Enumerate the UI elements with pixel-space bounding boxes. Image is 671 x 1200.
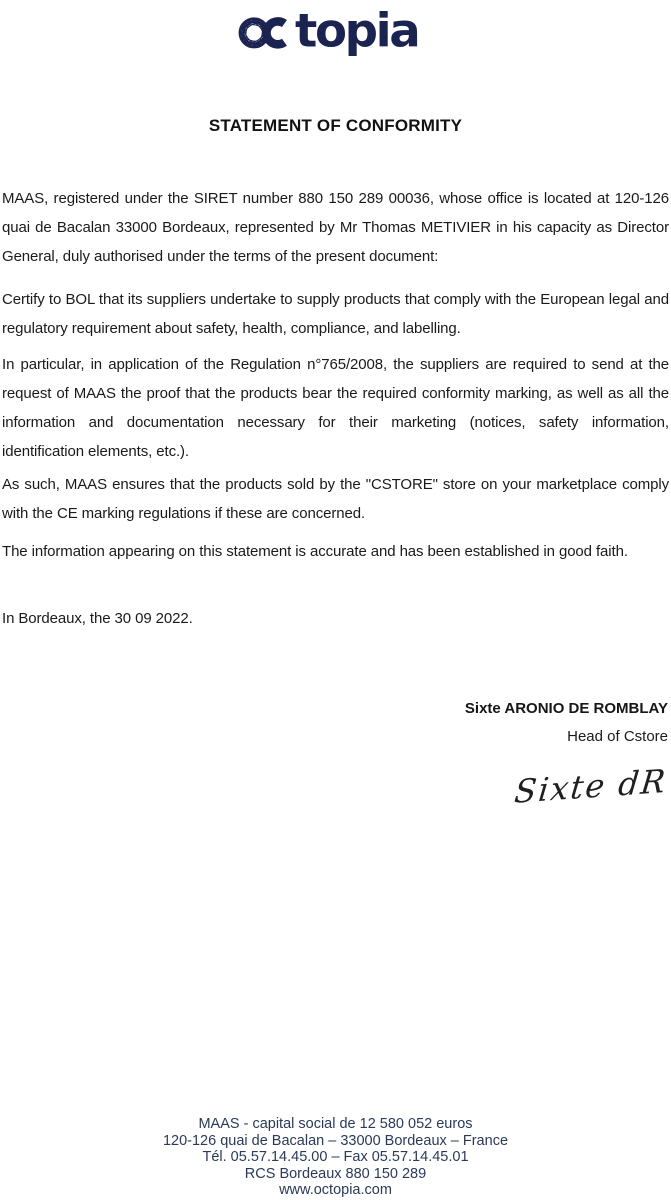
logo-wordmark: topia	[294, 4, 418, 59]
signatory-role: Head of Cstore	[567, 728, 668, 745]
paragraph-regulation: In particular, in application of the Regulation n°765/2008, the suppliers are required to send at the request of MAAS the proof that the products bear the required conformity marking, as well as all the information and documentation necessary for their marketing (notices, safety information, identification elements, etc.).	[2, 356, 669, 460]
logo-c-ring-icon	[266, 21, 284, 44]
date-line: In Bordeaux, the 30 09 2022.	[2, 610, 193, 627]
letterhead-footer	[0, 1116, 671, 1199]
document-title: STATEMENT OF CONFORMITY	[208, 116, 463, 135]
paragraph-company-identification: MAAS, registered under the SIRET number 880 150 289 00036, whose office is located at 120-126 quai de Bacalan 33000 Bordeaux, represented by Mr Thomas METIVIER in his capacity as Director General, duly authorised under the terms of the present document:	[2, 190, 669, 265]
signatory-name: Sixte ARONIO DE ROMBLAY	[464, 700, 668, 717]
octopia-logo	[236, 3, 436, 59]
footer-website-link[interactable]: www.octopia.com	[279, 1182, 392, 1198]
handwritten-signature: Sixte dR	[512, 761, 670, 811]
paragraph-certification: Certify to BOL that its suppliers undertake to supply products that comply with the European legal and regulatory requirement about safety, health, compliance, and labelling.	[2, 291, 669, 337]
footer-rcs-line: RCS Bordeaux 880 150 289	[244, 1165, 427, 1182]
footer-phone-fax-line: Tél. 05.57.14.45.00 – Fax 05.57.14.45.01	[202, 1149, 469, 1165]
footer-capital-line: MAAS - capital social de 12 580 052 euros	[198, 1116, 473, 1132]
paragraph-ce-marking: As such, MAAS ensures that the products sold by the "CSTORE" store on your marketplace comply with the CE marking regulations if these are concerned.	[2, 476, 669, 522]
paragraph-good-faith: The information appearing on this statement is accurate and has been established in good faith.	[2, 543, 628, 560]
footer-address-line: 120-126 quai de Bacalan – 33000 Bordeaux – France	[162, 1132, 509, 1149]
